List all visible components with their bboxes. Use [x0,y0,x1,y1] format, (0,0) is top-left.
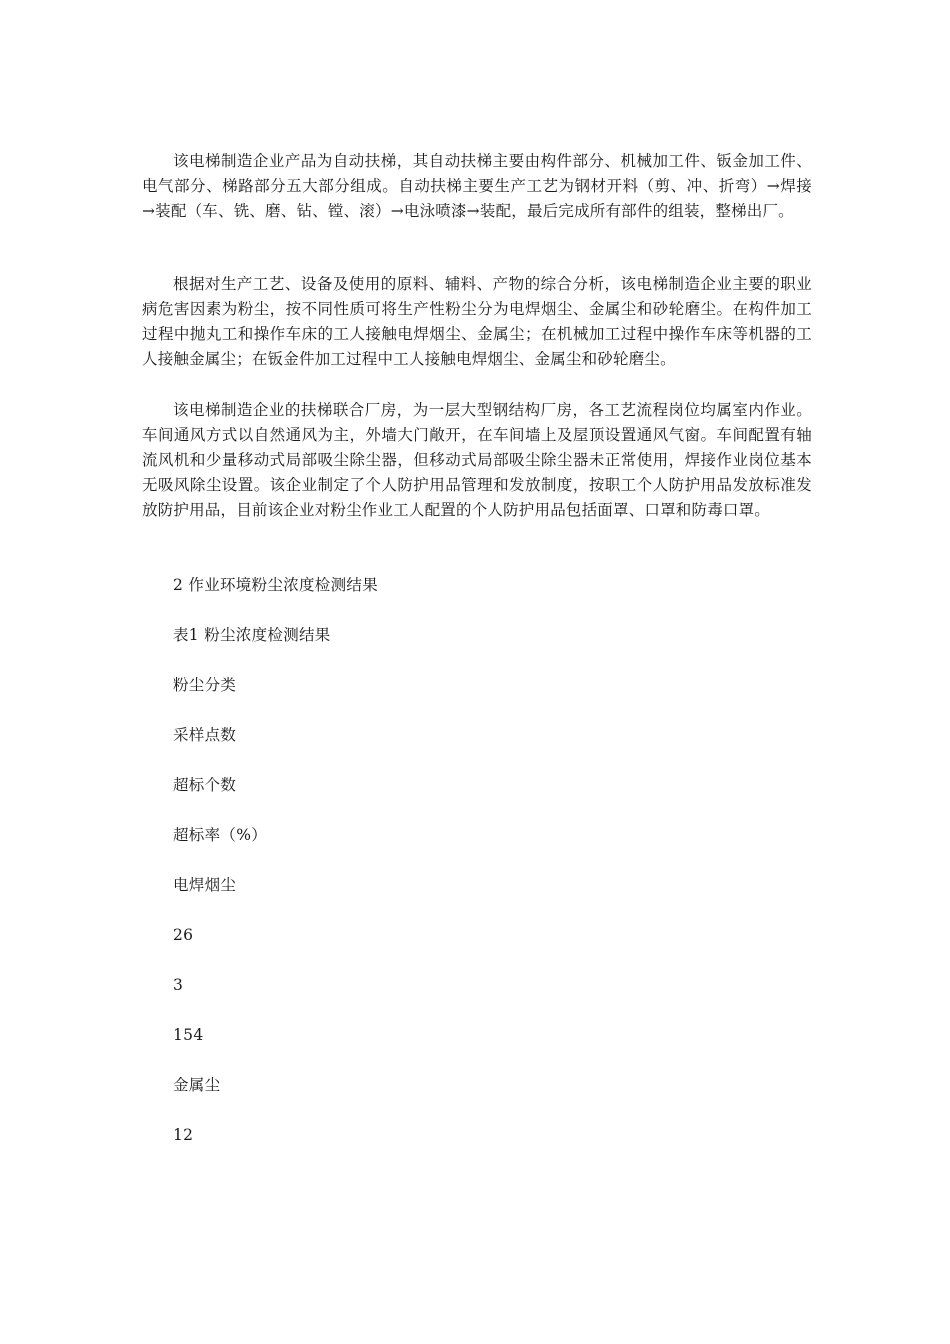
table-header-cell: 超标率（%） [173,826,268,844]
table-cell: 26 [173,926,194,944]
table-header-cell: 采样点数 [173,726,237,744]
table-cell: 金属尘 [173,1076,221,1094]
table-cell: 电焊烟尘 [173,876,237,894]
table-header-cell: 粉尘分类 [173,676,237,694]
section-heading: 2 作业环境粉尘浓度检测结果 [173,576,378,594]
paragraph-process: 该电梯制造企业产品为自动扶梯，其自动扶梯主要由构件部分、机械加工件、钣金加工件、电气部分、梯路部分五大部分组成。自动扶梯主要生产工艺为钢材开料（剪、冲、折弯）→焊接→装配（车、铣、磨、钻、镗、滚）→电泳喷漆→装配，最后完成所有部件的组装，整梯出厂。 [142,152,812,220]
paragraph-hazard-analysis: 根据对生产工艺、设备及使用的原料、辅料、产物的综合分析，该电梯制造企业主要的职业病危害因素为粉尘，按不同性质可将生产性粉尘分为电焊烟尘、金属尘和砂轮磨尘。在构件加工过程中抛丸工和操作车床的工人接触电焊烟尘、金属尘；在机械加工过程中操作车床等机器的工人接触金属尘；在钣金件加工过程中工人接触电焊烟尘、金属尘和砂轮磨尘。 [142,275,812,368]
table-cell: 3 [173,976,184,994]
table-cell: 12 [173,1126,194,1144]
table-caption: 表1 粉尘浓度检测结果 [173,626,331,644]
table-header-cell: 超标个数 [173,776,237,794]
table-cell: 154 [173,1026,204,1044]
paragraph-workshop: 该电梯制造企业的扶梯联合厂房，为一层大型钢结构厂房，各工艺流程岗位均属室内作业。车间通风方式以自然通风为主，外墙大门敞开，在车间墙上及屋顶设置通风气窗。车间配置有轴流风机和少量移动式局部吸尘除尘器，但移动式局部吸尘除尘器未正常使用，焊接作业岗位基本无吸风除尘设置。该企业制定了个人防护用品管理和发放制度，按职工个人防护用品发放标准发放防护用品，目前该企业对粉尘作业工人配置的个人防护用品包括面罩、口罩和防毒口罩。 [142,401,812,519]
